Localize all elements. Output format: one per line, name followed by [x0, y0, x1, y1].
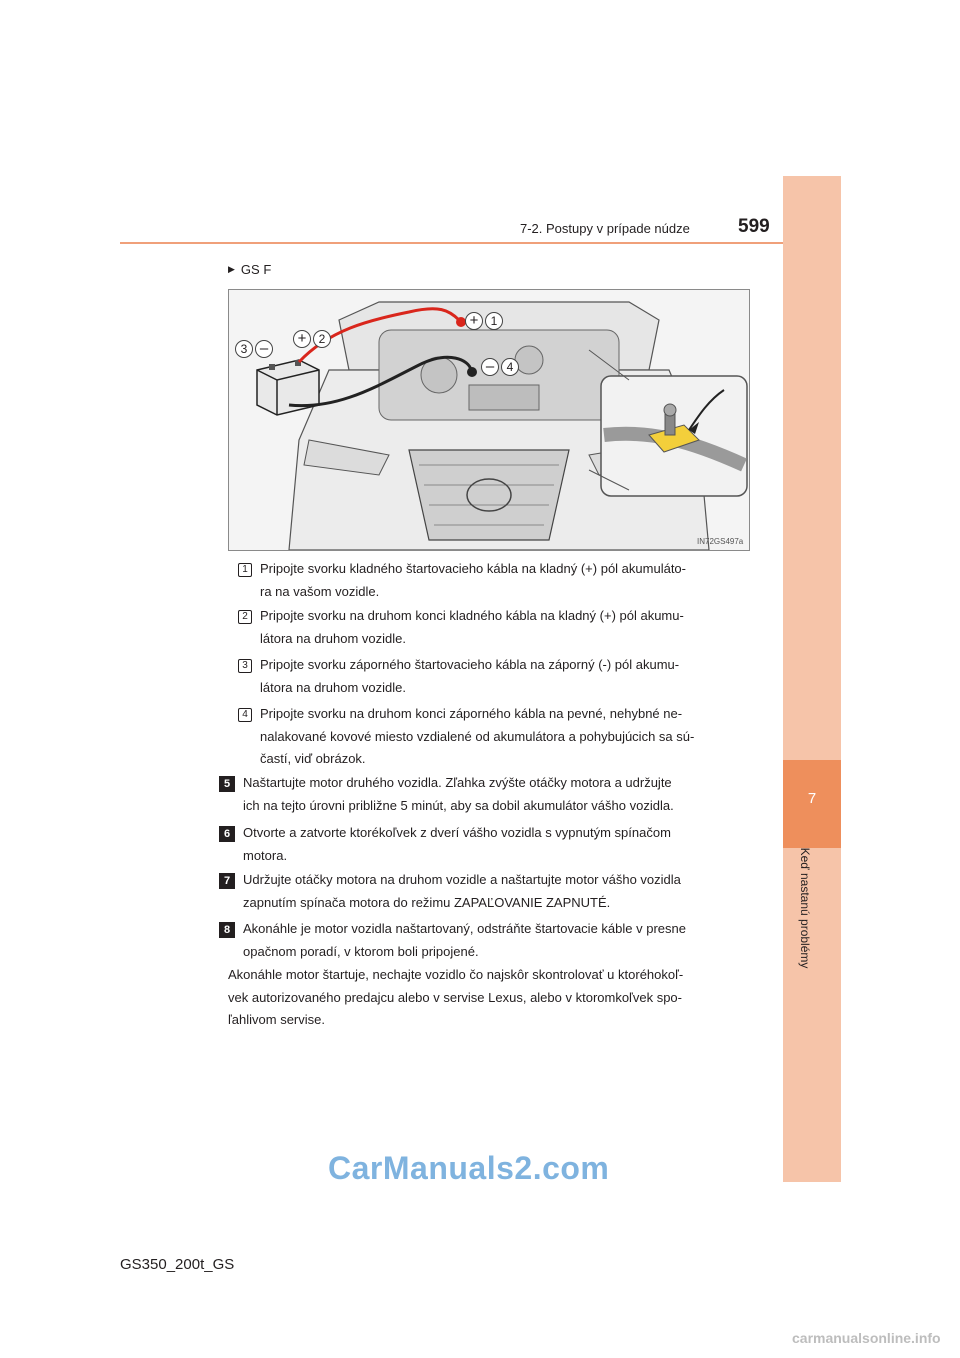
step-7: [243, 869, 745, 914]
chapter-number: 7: [807, 790, 817, 807]
page-number: 599: [738, 216, 770, 237]
chapter-label-wrap: [793, 848, 831, 978]
step-6-line-2: motora.: [243, 847, 288, 863]
sub-step-2-line-2: látora na druhom vozidle.: [260, 630, 406, 646]
sub-step-4-number: 4: [238, 708, 252, 722]
step-5-number: 5: [219, 776, 235, 792]
figure-code: IN72GS497a: [697, 537, 744, 546]
chapter-number-tab: [783, 760, 841, 848]
step-6-line-1: Otvorte a zatvorte ktorékoľvek z dverí vášho vozidla s vypnutým spínačom: [243, 825, 671, 840]
sub-step-3-line-2: látora na druhom vozidle.: [260, 679, 406, 695]
sub-step-1-line-2: ra na vašom vozidle.: [260, 583, 380, 599]
closing-paragraph: [228, 964, 745, 1032]
callout-3: [235, 340, 273, 358]
callout-1: [465, 312, 503, 330]
model-subheading-text: GS F: [240, 262, 272, 277]
callout-4-sign: –: [481, 358, 499, 376]
sub-step-4-line-2: nalakované kovové miesto vzdialené od akumulátora a pohybujúcich sa sú-: [260, 728, 695, 744]
callout-3-sign: –: [255, 340, 273, 358]
step-5-line-2: ich na tejto úrovni približne 5 minút, aby sa dobil akumulátor vášho vozidla.: [243, 797, 674, 813]
callout-4-num: 4: [501, 358, 519, 376]
callout-2-sign: +: [293, 330, 311, 348]
sub-step-2-number: 2: [238, 610, 252, 624]
sub-step-4: [260, 703, 745, 771]
step-6: [243, 822, 745, 867]
sub-step-1: [260, 558, 745, 603]
closing-line-1: Akonáhle motor štartuje, nechajte vozidlo čo najskôr skontrolovať u ktoréhokoľ-: [228, 967, 684, 982]
step-6-number: 6: [219, 826, 235, 842]
sub-step-2-line-1: Pripojte svorku na druhom konci kladného kábla na kladný (+) pól akumu-: [260, 608, 684, 623]
callout-1-sign: +: [465, 312, 483, 330]
sub-step-4-line-3: častí, viď obrázok.: [260, 751, 366, 766]
triangle-bullet-icon: ▶: [228, 264, 235, 274]
jump-start-illustration: [228, 289, 750, 551]
step-8-line-1: Akonáhle je motor vozidla naštartovaný, odstráňte štartovacie káble v presne: [243, 921, 686, 936]
step-8-line-2: opačnom poradí, v ktorom boli pripojené.: [243, 943, 479, 959]
sub-step-3-number: 3: [238, 659, 252, 673]
source-mark: carmanualsonline.info: [792, 1330, 941, 1346]
chapter-side-tab: [783, 176, 841, 1182]
step-7-number: 7: [219, 873, 235, 889]
step-5-line-1: Naštartujte motor druhého vozidla. Zľahka zvýšte otáčky motora a udržujte: [243, 775, 672, 790]
model-code: GS350_200t_GS: [120, 1256, 235, 1273]
step-5: [243, 772, 745, 817]
model-subheading: [228, 262, 271, 277]
callout-4: [481, 358, 519, 376]
callout-1-num: 1: [485, 312, 503, 330]
step-7-line-2: zapnutím spínača motora do režimu ZAPAĽOVANIE ZAPNUTÉ.: [243, 894, 611, 910]
sub-step-4-line-1: Pripojte svorku na druhom konci záporného kábla na pevné, nehybné ne-: [260, 706, 683, 721]
sub-step-3-line-1: Pripojte svorku záporného štartovacieho kábla na záporný (-) pól akumu-: [260, 657, 680, 672]
callout-3-num: 3: [235, 340, 253, 358]
sub-step-3: [260, 654, 745, 699]
callout-2-num: 2: [313, 330, 331, 348]
closing-line-2: vek autorizovaného predajcu alebo v servise Lexus, alebo v ktoromkoľvek spo-: [228, 989, 682, 1005]
closing-line-3: ľahlivom servise.: [228, 1012, 325, 1027]
watermark: CarManuals2.com: [328, 1150, 610, 1186]
section-title: 7-2. Postupy v prípade núdze: [520, 221, 690, 236]
chapter-label: Keď nastanú problémy: [798, 847, 812, 969]
sub-step-2: [260, 605, 745, 650]
callout-2: [293, 330, 331, 348]
sub-step-1-number: 1: [238, 563, 252, 577]
sub-step-1-line-1: Pripojte svorku kladného štartovacieho kábla na kladný (+) pól akumuláto-: [260, 561, 686, 576]
step-8-number: 8: [219, 922, 235, 938]
header-rule: [120, 242, 783, 244]
step-7-line-1: Udržujte otáčky motora na druhom vozidle a naštartujte motor vášho vozidla: [243, 872, 681, 887]
step-8: [243, 918, 745, 963]
